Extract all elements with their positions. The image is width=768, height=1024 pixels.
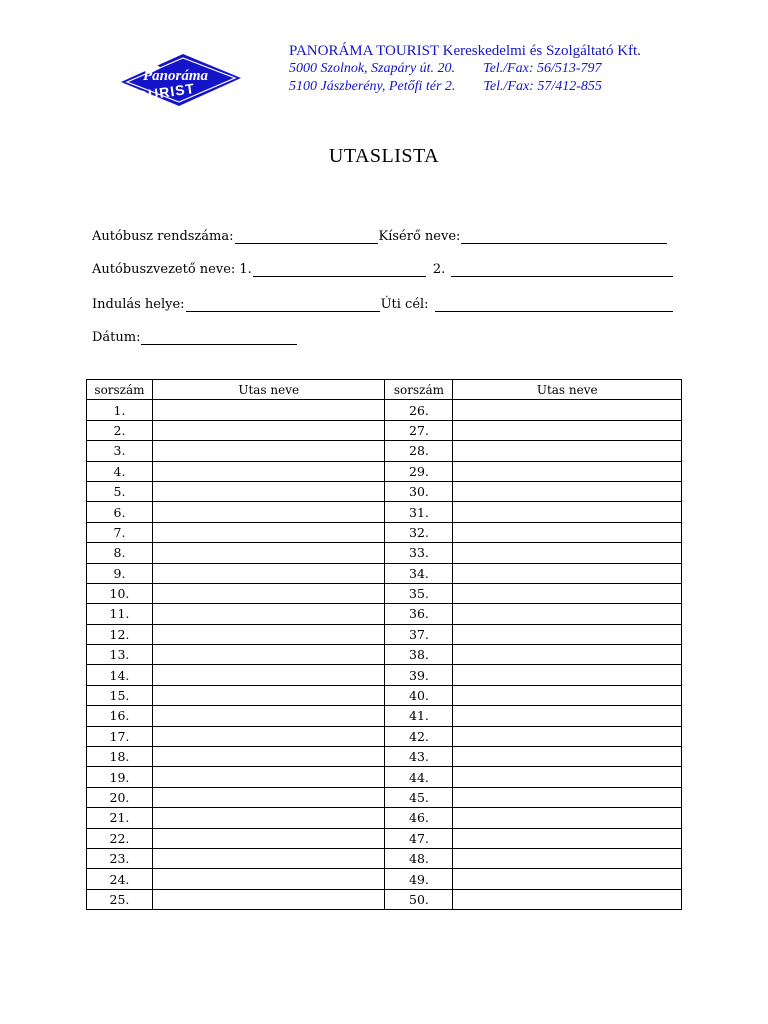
- table-row: [87, 665, 682, 685]
- passenger-name-cell[interactable]: [453, 461, 682, 481]
- row-number-right: 41.: [385, 706, 453, 726]
- passenger-name-cell[interactable]: [152, 828, 385, 848]
- date-field[interactable]: [141, 332, 297, 345]
- row-number-right: 47.: [385, 828, 453, 848]
- table-header-row: [87, 380, 682, 400]
- row-number-left: 9.: [87, 563, 153, 583]
- passenger-name-cell[interactable]: [453, 420, 682, 440]
- passenger-name-cell[interactable]: [453, 645, 682, 665]
- destination-label: Úti cél:: [380, 297, 429, 312]
- passenger-name-cell[interactable]: [453, 502, 682, 522]
- header-number-right: sorszám: [385, 380, 453, 400]
- passenger-name-cell[interactable]: [453, 481, 682, 501]
- passenger-name-cell[interactable]: [152, 665, 385, 685]
- row-number-right: 46.: [385, 808, 453, 828]
- passenger-name-cell[interactable]: [453, 706, 682, 726]
- row-number-left: 18.: [87, 747, 153, 767]
- passenger-name-cell[interactable]: [453, 563, 682, 583]
- passenger-name-cell[interactable]: [152, 869, 385, 889]
- passenger-name-cell[interactable]: [152, 604, 385, 624]
- passenger-name-cell[interactable]: [152, 502, 385, 522]
- row-number-right: 32.: [385, 522, 453, 542]
- phone-1: Tel./Fax: 56/513-797: [483, 61, 602, 76]
- row-number-left: 13.: [87, 645, 153, 665]
- row-number-right: 48.: [385, 848, 453, 868]
- row-number-left: 12.: [87, 624, 153, 644]
- table-row: [87, 645, 682, 665]
- passenger-name-cell[interactable]: [152, 685, 385, 705]
- address-line-2: [289, 78, 641, 96]
- row-number-right: 26.: [385, 400, 453, 420]
- header-name-left: Utas neve: [152, 380, 385, 400]
- driver-2-field[interactable]: [451, 264, 673, 277]
- bus-plate-label: Autóbusz rendszáma:: [92, 229, 234, 244]
- table-row: [87, 583, 682, 603]
- row-number-left: 19.: [87, 767, 153, 787]
- table-row: [87, 848, 682, 868]
- table-row: [87, 787, 682, 807]
- address-1: 5000 Szolnok, Szapáry út. 20.: [289, 61, 456, 76]
- row-number-left: 25.: [87, 889, 153, 909]
- table-row: [87, 767, 682, 787]
- table-row: [87, 869, 682, 889]
- row-number-right: 39.: [385, 665, 453, 685]
- destination-field[interactable]: [435, 299, 673, 312]
- departure-label: Indulás helye:: [92, 297, 185, 312]
- phone-2: Tel./Fax: 57/412-855: [483, 79, 602, 94]
- row-number-left: 6.: [87, 502, 153, 522]
- driver-2-label: 2.: [432, 262, 446, 277]
- passenger-name-cell[interactable]: [152, 563, 385, 583]
- passenger-name-cell[interactable]: [453, 747, 682, 767]
- row-number-right: 38.: [385, 645, 453, 665]
- row-number-left: 1.: [87, 400, 153, 420]
- table-row: [87, 420, 682, 440]
- table-row: [87, 481, 682, 501]
- passenger-name-cell[interactable]: [152, 808, 385, 828]
- passenger-name-cell[interactable]: [453, 583, 682, 603]
- passenger-name-cell[interactable]: [152, 726, 385, 746]
- row-number-right: 33.: [385, 543, 453, 563]
- logo-text-tourist: TOURIST: [126, 79, 196, 106]
- row-number-right: 29.: [385, 461, 453, 481]
- passenger-name-cell[interactable]: [453, 869, 682, 889]
- logo-text-panorama: Panoráma: [143, 68, 209, 84]
- table-row: [87, 461, 682, 481]
- table-row: [87, 808, 682, 828]
- table-row: [87, 604, 682, 624]
- table-row: [87, 563, 682, 583]
- row-number-left: 17.: [87, 726, 153, 746]
- passenger-name-cell[interactable]: [453, 889, 682, 909]
- passenger-name-cell[interactable]: [453, 604, 682, 624]
- passenger-name-cell[interactable]: [453, 685, 682, 705]
- passenger-name-cell[interactable]: [152, 543, 385, 563]
- table-row: [87, 828, 682, 848]
- table-row: [87, 441, 682, 461]
- driver-label: Autóbuszvezető neve: 1.: [92, 262, 252, 277]
- row-number-right: 36.: [385, 604, 453, 624]
- passenger-name-cell[interactable]: [152, 400, 385, 420]
- row-number-right: 37.: [385, 624, 453, 644]
- page-title: UTASLISTA: [328, 145, 440, 167]
- row-number-left: 7.: [87, 522, 153, 542]
- company-info: [289, 42, 641, 96]
- table-row: [87, 624, 682, 644]
- header-number-left: sorszám: [87, 380, 153, 400]
- row-number-left: 3.: [87, 441, 153, 461]
- table-row: [87, 706, 682, 726]
- table-row: [87, 543, 682, 563]
- passenger-name-cell[interactable]: [152, 461, 385, 481]
- row-number-right: 34.: [385, 563, 453, 583]
- passenger-name-cell[interactable]: [453, 808, 682, 828]
- row-number-right: 49.: [385, 869, 453, 889]
- row-number-left: 24.: [87, 869, 153, 889]
- table-body: [87, 400, 682, 910]
- row-number-left: 20.: [87, 787, 153, 807]
- date-label: Dátum:: [92, 330, 141, 345]
- table-row: [87, 502, 682, 522]
- row-number-left: 10.: [87, 583, 153, 603]
- passenger-name-cell[interactable]: [152, 624, 385, 644]
- driver-1-field[interactable]: [253, 264, 426, 277]
- row-number-right: 40.: [385, 685, 453, 705]
- passenger-name-cell[interactable]: [152, 787, 385, 807]
- row-number-left: 4.: [87, 461, 153, 481]
- passenger-name-cell[interactable]: [453, 848, 682, 868]
- passenger-name-cell[interactable]: [453, 543, 682, 563]
- row-number-right: 44.: [385, 767, 453, 787]
- passenger-name-cell[interactable]: [453, 624, 682, 644]
- row-number-right: 43.: [385, 747, 453, 767]
- address-2: 5100 Jászberény, Petőfi tér 2.: [289, 79, 456, 94]
- table-row: [87, 889, 682, 909]
- row-number-left: 5.: [87, 481, 153, 501]
- table-row: [87, 747, 682, 767]
- passenger-name-cell[interactable]: [152, 645, 385, 665]
- departure-field[interactable]: [186, 299, 380, 312]
- passenger-name-cell[interactable]: [453, 787, 682, 807]
- escort-label: Kísérő neve:: [378, 229, 461, 244]
- passenger-name-cell[interactable]: [152, 441, 385, 461]
- company-logo: [113, 52, 245, 108]
- row-number-left: 15.: [87, 685, 153, 705]
- passenger-name-cell[interactable]: [152, 420, 385, 440]
- header-name-right: Utas neve: [453, 380, 682, 400]
- bus-plate-field[interactable]: [235, 231, 378, 244]
- passenger-name-cell[interactable]: [152, 848, 385, 868]
- passenger-name-cell[interactable]: [453, 441, 682, 461]
- passenger-name-cell[interactable]: [152, 583, 385, 603]
- row-number-left: 22.: [87, 828, 153, 848]
- passenger-name-cell[interactable]: [152, 481, 385, 501]
- passenger-name-cell[interactable]: [152, 747, 385, 767]
- row-number-right: 27.: [385, 420, 453, 440]
- table-row: [87, 726, 682, 746]
- passenger-table: [86, 379, 682, 910]
- row-number-right: 31.: [385, 502, 453, 522]
- passenger-name-cell[interactable]: [152, 706, 385, 726]
- table-row: [87, 522, 682, 542]
- company-name: PANORÁMA TOURIST Kereskedelmi és Szolgáltató Kft.: [289, 43, 641, 59]
- table-row: [87, 400, 682, 420]
- form-row-route: [92, 297, 674, 312]
- panorama-logo-icon: [113, 52, 245, 108]
- row-number-right: 28.: [385, 441, 453, 461]
- passenger-name-cell[interactable]: [453, 726, 682, 746]
- row-number-right: 50.: [385, 889, 453, 909]
- row-number-left: 11.: [87, 604, 153, 624]
- row-number-left: 23.: [87, 848, 153, 868]
- row-number-left: 21.: [87, 808, 153, 828]
- passenger-name-cell[interactable]: [453, 522, 682, 542]
- form-row-bus: [92, 229, 668, 244]
- row-number-right: 30.: [385, 481, 453, 501]
- passenger-name-cell[interactable]: [152, 522, 385, 542]
- row-number-left: 8.: [87, 543, 153, 563]
- form-row-date: [92, 330, 298, 345]
- passenger-name-cell[interactable]: [152, 889, 385, 909]
- row-number-left: 2.: [87, 420, 153, 440]
- row-number-right: 45.: [385, 787, 453, 807]
- escort-field[interactable]: [461, 231, 667, 244]
- row-number-left: 14.: [87, 665, 153, 685]
- passenger-name-cell[interactable]: [453, 400, 682, 420]
- passenger-name-cell[interactable]: [453, 665, 682, 685]
- row-number-right: 35.: [385, 583, 453, 603]
- passenger-name-cell[interactable]: [152, 767, 385, 787]
- form-row-driver: [92, 262, 674, 277]
- row-number-left: 16.: [87, 706, 153, 726]
- table-row: [87, 685, 682, 705]
- row-number-right: 42.: [385, 726, 453, 746]
- passenger-name-cell[interactable]: [453, 767, 682, 787]
- address-line-1: [289, 60, 641, 78]
- passenger-name-cell[interactable]: [453, 828, 682, 848]
